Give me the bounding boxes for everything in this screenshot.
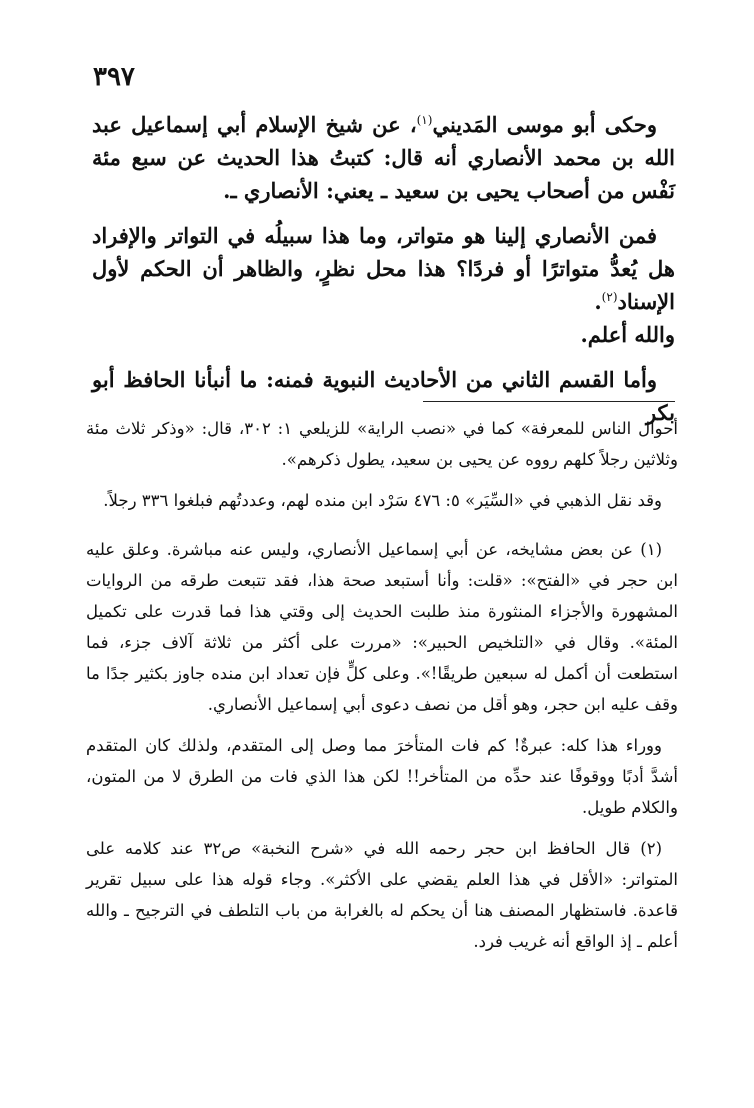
paragraph-2-end: . — [594, 289, 602, 314]
paragraph-1 — [92, 108, 675, 207]
page-number: ٣٩٧ — [93, 62, 135, 92]
paragraph-1-start: وحكى أبو موسى المَديني — [432, 112, 657, 137]
footnotes — [86, 413, 678, 967]
footnote-1-comment: ووراء هذا كله: عبرةٌ! كم فات المتأخرَ مما وصل إلى المتقدم، ولذلك كان المتقدم أشدَّ أدبًا ووقوفًا عند حدِّه من المتأخر!! لكن هذا الذي فات من الطرق لا من المتون، والكلام طويل. — [86, 736, 678, 817]
footnote-1: (١) عن بعض مشايخه، عن أبي إسماعيل الأنصاري، وليس عنه مباشرة. وعلق عليه ابن حجر في «الفتح»: «قلت: وأنا أستبعد صحة هذا، فقد تتبعت طرقه من الروايات المشهورة والأجزاء المنثورة منذ طلبت الحديث إلى وقتي هذا فما قدرت على تكميل المئة». وقال في «التلخيص الحبير»: «مررت على أكثر من ثلاثة آلاف جزء، فما استطعت أن أكمل له سبعين طريقًا!». وعلى كلٍّ فإن تعداد ابن منده جاوز بكثير جدًا ما وقف عليه ابن حجر، وهو أقل من نصف دعوى أبي إسماعيل الأنصاري. — [86, 540, 678, 714]
footnote-continuation-1: أحوال الناس للمعرفة» كما في «نصب الراية» للزيلعي ١: ٣٠٢، قال: «وذكر ثلاث مئة وثلاثين رجلاً كلهم رووه عن يحيى بن سعيد، يطول ذكرهم». — [86, 419, 678, 469]
footnote-separator — [423, 401, 675, 402]
paragraph-1-rest: ، عن شيخ الإسلام أبي إسماعيل عبد الله بن محمد الأنصاري أنه قال: كتبتُ هذا الحديث عن سبع مئة نَفْس من أصحاب يحيى بن سعيد ـ يعني: الأنصاري ـ. — [92, 112, 675, 203]
paragraph-2 — [92, 219, 675, 318]
paragraph-3: والله أعلم. — [580, 322, 675, 347]
paragraph-2-start: فمن الأنصاري إلينا هو متواتر، وما هذا سبيلُه في التواتر والإفراد هل يُعدُّ متواترًا أو فردًا؟ هذا محل نظرٍ، والظاهر أن الحكم لأول الإسناد — [92, 223, 675, 314]
paragraph-4: وأما القسم الثاني من الأحاديث النبوية فمنه: ما أنبأنا الحافظ أبو بكر — [92, 367, 675, 425]
footnote-continuation-2: وقد نقل الذهبي في «السِّيَر» ٥: ٤٧٦ سَرْد ابن منده لهم، وعددتُهم فبلغوا ٣٣٦ رجلاً. — [103, 491, 662, 510]
footnote-2: (٢) قال الحافظ ابن حجر رحمه الله في «شرح النخبة» ص٣٢ عند كلامه على المتواتر: «الأقل في هذا العلم يقضي على الأكثر». وجاء قوله هذا على سبيل تقرير قاعدة. فاستظهار المصنف هنا أن يحكم له بالغرابة من باب التلطف في الترجيح ـ والله أعلم ـ إذ الواقع أنه غريب فرد. — [86, 839, 678, 951]
footnote-ref-1[interactable]: (١) — [416, 113, 433, 127]
main-text — [92, 108, 675, 441]
footnote-ref-2[interactable]: (٢) — [601, 290, 618, 304]
